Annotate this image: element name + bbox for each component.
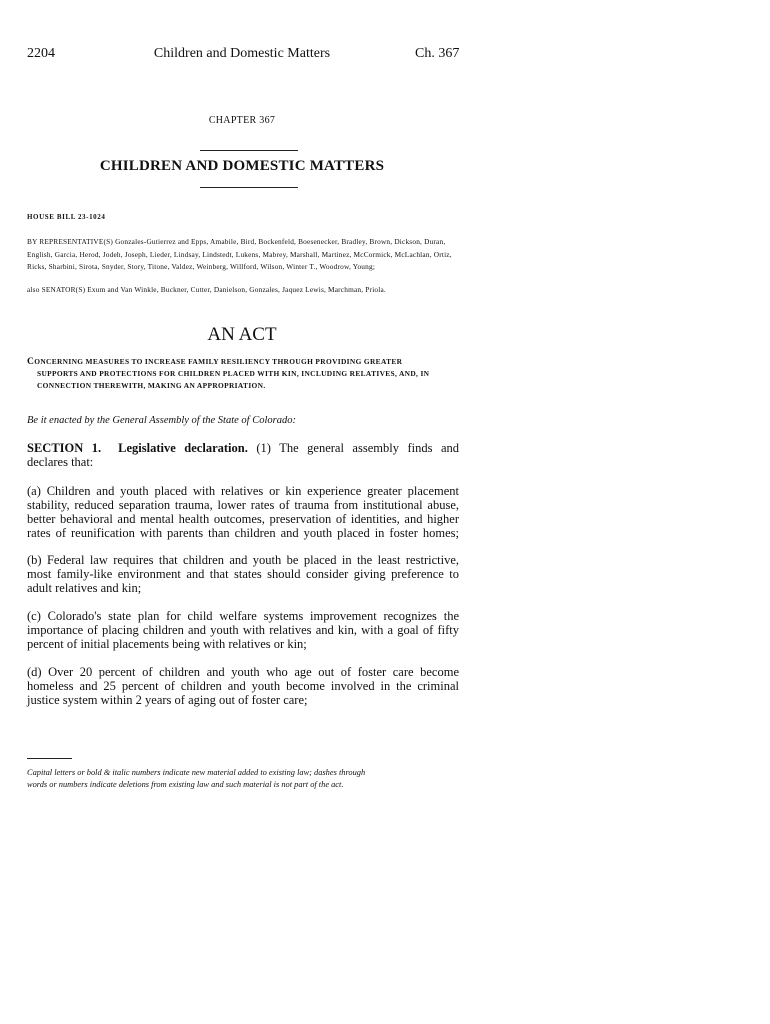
paragraph-line: (c) Colorado's state plan for child welfare systems improvement recognizes the bbox=[27, 609, 459, 623]
paragraph-line: adult relatives and kin; bbox=[27, 581, 142, 595]
paragraph-line: percent of initial placements being with relatives or kin; bbox=[27, 637, 307, 651]
footnote-rule bbox=[27, 758, 72, 759]
footnote bbox=[27, 767, 467, 791]
paragraph-line: (b) Federal law requires that children and youth be placed in the least restrictive, bbox=[27, 553, 459, 567]
senator-sponsors: also SENATOR(S) Exum and Van Winkle, Buckner, Cutter, Danielson, Gonzales, Jaquez Lewis, Marchman, Priola. bbox=[27, 285, 386, 294]
act-concerning-clause bbox=[27, 356, 459, 392]
paragraph-line: most family-like environment and that states should consider giving preference to bbox=[27, 567, 459, 581]
concerning-line: CONCERNING MEASURES TO INCREASE FAMILY RESILIENCY THROUGH PROVIDING GREATER bbox=[27, 357, 403, 367]
running-title: Children and Domestic Matters bbox=[153, 46, 331, 61]
section-1-line: declares that: bbox=[27, 455, 94, 469]
section-1-line bbox=[27, 441, 459, 455]
chapter-title-bottom-rule bbox=[200, 187, 298, 188]
representative-sponsors: BY REPRESENTATIVE(S) Gonzales-Gutierrez and Epps, Amabile, Bird, Bockenfeld, Boesenecker, Bradley, Brown, Dickson, Duran, English, Garcia, Herod, Jodeh, Joseph, Lieder, Lindsay, Lindstedt, Lukens, Mabrey, Marshall, Martinez, McCormick, McLachlan, Ortiz, Ricks, Sharbini, Sirota, Snyder, Story, Titone, Valdez, Weinberg, Willford, Wilson, Winter T., Woodrow, Young; bbox=[27, 237, 452, 272]
chapter-title: CHILDREN AND DOMESTIC MATTERS bbox=[99, 158, 385, 174]
concerning-line: CONNECTION THEREWITH, MAKING AN APPROPRIATION. bbox=[37, 381, 266, 390]
concerning-line: SUPPORTS AND PROTECTIONS FOR CHILDREN PLACED WITH KIN, INCLUDING RELATIVES, AND, IN bbox=[37, 369, 430, 378]
paragraph-line: (a) Children and youth placed with relatives or kin experience greater placement bbox=[27, 484, 459, 498]
act-title: AN ACT bbox=[207, 324, 277, 345]
enacting-clause: Be it enacted by the General Assembly of the State of Colorado: bbox=[27, 415, 296, 426]
footnote-line: Capital letters or bold & italic numbers indicate new material added to existing law; dashes through bbox=[27, 768, 366, 777]
page-number: 2204 bbox=[27, 46, 55, 61]
section-text: (1) The general assembly finds and bbox=[256, 441, 460, 455]
section-heading: SECTION 1. bbox=[27, 441, 102, 455]
section-1 bbox=[27, 441, 459, 469]
paragraph-line: rates of reunification with parents than children and youth placed in foster homes; bbox=[27, 526, 459, 540]
chapter-label: CHAPTER 367 bbox=[208, 115, 276, 126]
paragraph-b bbox=[27, 553, 459, 595]
chapter-title-top-rule bbox=[200, 150, 298, 151]
paragraph-c bbox=[27, 609, 459, 651]
paragraph-line: stability, reduced separation trauma, lower rates of trauma from institutional abuse, bbox=[27, 498, 459, 512]
paragraph-line: importance of placing children and youth with relatives and kin, with a goal of fifty bbox=[27, 623, 459, 637]
chapter-reference: Ch. 367 bbox=[415, 46, 460, 61]
paragraph-line: better behavioral and mental health outcomes, preservation of identities, and higher bbox=[27, 512, 459, 526]
bill-number: HOUSE BILL 23-1024 bbox=[27, 213, 106, 221]
paragraph-line: justice system within 2 years of aging out of foster care; bbox=[27, 693, 308, 707]
paragraph-d bbox=[27, 665, 459, 707]
footnote-line: words or numbers indicate deletions from existing law and such material is not part of the act. bbox=[27, 780, 344, 789]
section-subheading: Legislative declaration. bbox=[118, 441, 248, 455]
paragraph-a bbox=[27, 484, 459, 540]
paragraph-line: homeless and 25 percent of children and youth become involved in the criminal bbox=[27, 679, 459, 693]
paragraph-line: (d) Over 20 percent of children and youth who age out of foster care become bbox=[27, 665, 459, 679]
